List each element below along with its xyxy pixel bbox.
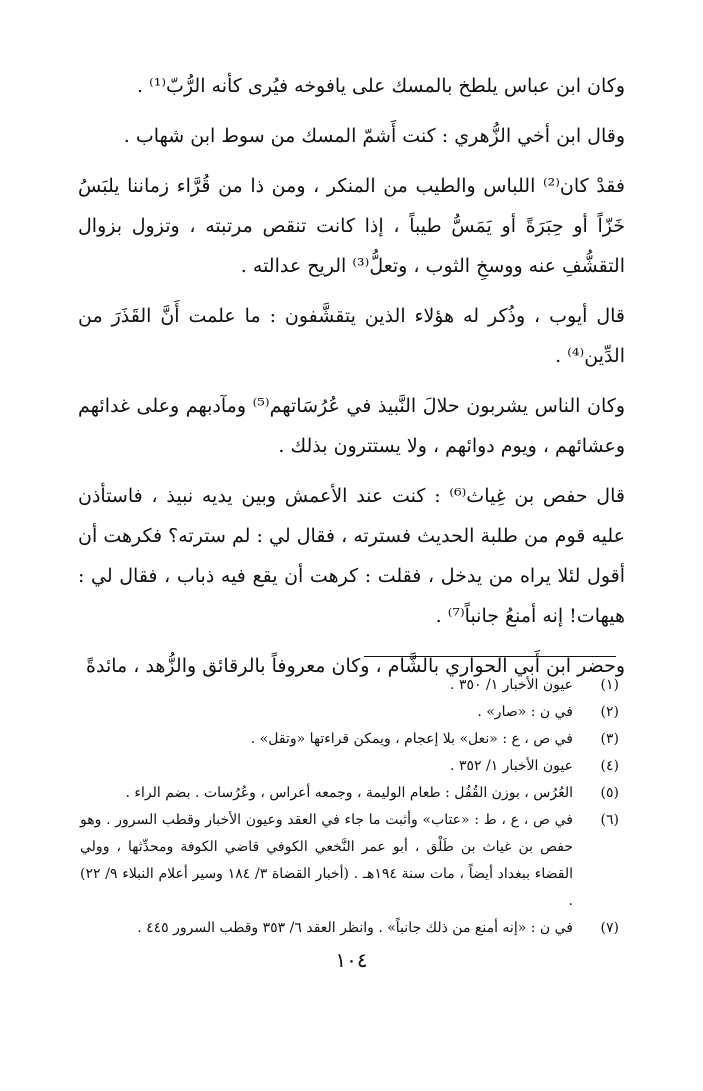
footnote-text: في ن : «صار» . xyxy=(477,704,573,720)
footnote-number: (٢) xyxy=(600,704,619,720)
footnote-text: في ص ، ع : «نعل» بلا إعجام ، ويمكن قراءتها «وتقل» . xyxy=(250,731,573,747)
paragraph: وقال ابن أخي الزُّهري : كنت أَشمّ المسك من سوط ابن شهاب . xyxy=(123,125,625,147)
paragraph: فقدْ كان⁽²⁾ اللباس والطيب من المنكر ، ومن ذا من قُرَّاء زماننا يلبَسُ خَزّاً أو حِبَرَةً أو يَمَسُّ طيباً ، إذا كانت تنقص مرتبته ، وتزول بزوال التقشُّفِ عنه ووسخِ الثوب ، وتعلُّ⁽³⁾ الريح عدالته . xyxy=(78,175,625,277)
paragraph: قال أيوب ، وذُكر له هؤلاء الذين يتقشَّفون : ما علمت أَنَّ القَذَرَ من الدِّين⁽⁴⁾ . xyxy=(78,305,625,367)
footnote xyxy=(80,780,619,807)
footnote xyxy=(80,726,619,753)
footnote-number: (٣) xyxy=(600,731,619,747)
page-number: ١٠٤ xyxy=(335,948,368,972)
footnote-text: عيون الأخبار ١/ ٣٥٠ . xyxy=(450,677,573,693)
footnote-number: (٥) xyxy=(600,785,619,801)
paragraph: وكان الناس يشربون حلالَ النَّبيذ في عُرُسَاتهم⁽⁵⁾ ومآدبهم وعلى غدائهم وعشائهم ، ويوم دوائهم ، ولا يستترون بذلك . xyxy=(78,395,625,457)
footnote xyxy=(80,915,619,942)
paragraph: وكان ابن عباس يلطخ بالمسك على يافوخه فيُرى كأنه الرُّبّ⁽¹⁾ . xyxy=(137,75,625,97)
footnote-divider xyxy=(364,656,616,657)
footnote-number: (٤) xyxy=(600,758,619,774)
footnote-number: (٦) xyxy=(600,812,619,828)
footnote-text: في ص ، ع ، ط : «عتاب» وأثبت ما جاء في العقد وعيون الأخبار وقطب السرور . وهو حفص بن غياث بن طَلْق ، أبو عمر النَّخعي الكوفي قاضي الكوفة ومحدِّثها ، وولي القضاء ببغداد أيضاً ، مات سنة ١٩٤هـ . (أخبار القضاة ٣/ ١٨٤ وسير أعلام النبلاء ٩/ ٢٢) . xyxy=(80,812,573,909)
paragraph: وحضر ابن أَبي الحواري بالشَّام ، وكان معروفاً بالرقائق والزُّهد ، مائدةً xyxy=(86,655,625,677)
footnote-text: في ن : «إنه أمنع من ذلك جانباً» . وانظر العقد ٦/ ٣٥٣ وقطب السرور ٤٤٥ . xyxy=(137,920,573,936)
footnote xyxy=(80,672,619,699)
main-text xyxy=(78,66,625,696)
footnote xyxy=(80,753,619,780)
footnote-text: عيون الأخبار ١/ ٣٥٢ . xyxy=(450,758,573,774)
footnote xyxy=(80,699,619,726)
footnote-text: العُرُس ، بوزن القُفُل : طعام الوليمة ، وجمعه أعراس ، وعُرُسات . بضم الراء . xyxy=(125,785,573,801)
footnote xyxy=(80,807,619,915)
footnotes xyxy=(80,672,619,942)
footnote-number: (١) xyxy=(600,677,619,693)
footnote-number: (٧) xyxy=(600,920,619,936)
paragraph: قال حفص بن غِياث⁽⁶⁾ : كنت عند الأعمش وبين يديه نبيذ ، فاستأذن عليه قوم من طلبة الحديث فسترته ، فقال لي : لم سترته؟ فكرهت أن أقول لئلا يراه من يدخل ، فقلت : كرهت أن يقع فيه ذباب ، فقال لي : هيهات! إنه أمنعُ جانباً⁽⁷⁾ . xyxy=(78,485,625,627)
